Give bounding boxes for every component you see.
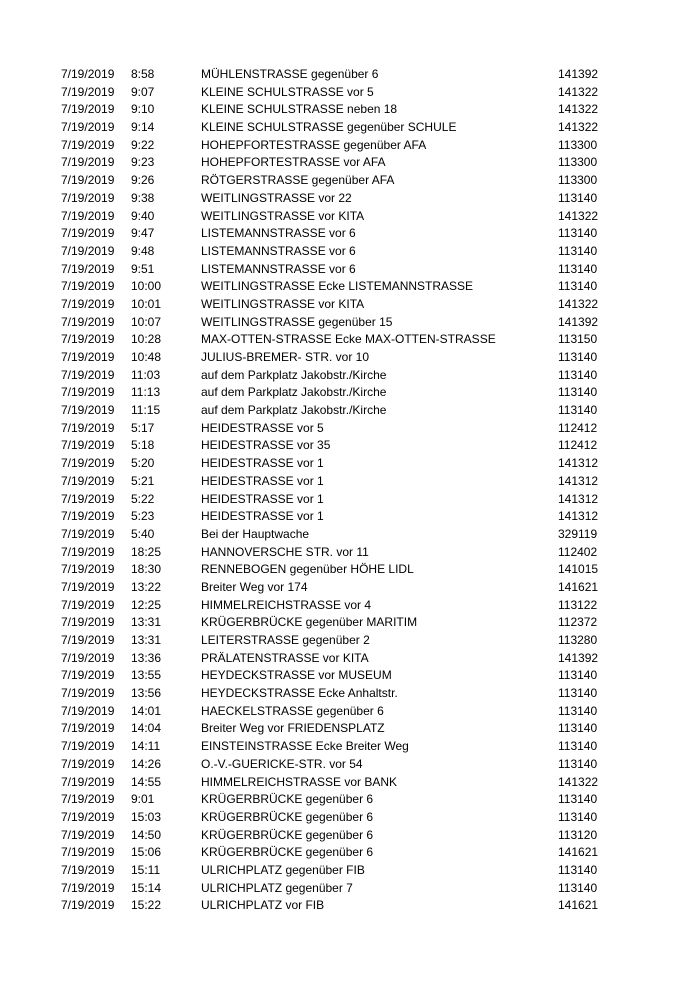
table-row	[0, 738, 700, 756]
code-cell: 113140	[558, 385, 598, 400]
table-row	[0, 349, 700, 367]
table-row	[0, 437, 700, 455]
code-cell: 113140	[558, 756, 598, 771]
table-row	[0, 897, 700, 915]
time-cell: 9:14	[131, 120, 155, 135]
location-cell: HEIDESTRASSE vor 1	[201, 473, 324, 488]
code-cell: 141322	[558, 102, 599, 117]
code-cell: 113140	[558, 350, 598, 364]
location-cell: HOHEPFORTESTRASSE vor AFA	[201, 155, 386, 170]
location-cell: auf dem Parkplatz Jakobstr./Kirche	[201, 385, 387, 400]
date-cell: 7/19/2019	[61, 120, 115, 135]
table-row	[0, 119, 700, 137]
time-cell: 9:23	[131, 155, 155, 170]
date-cell: 7/19/2019	[61, 880, 115, 895]
code-cell: 141015	[558, 562, 599, 577]
code-cell: 113280	[558, 633, 598, 647]
code-cell: 113140	[558, 261, 598, 276]
date-cell: 7/19/2019	[61, 526, 115, 541]
time-cell: 5:17	[131, 420, 155, 435]
table-row	[0, 473, 700, 491]
date-cell: 7/19/2019	[61, 403, 115, 418]
location-cell: RÖTGERSTRASSE gegenüber AFA	[201, 173, 395, 188]
location-cell: HEYDECKSTRASSE Ecke Anhaltstr.	[201, 686, 398, 701]
date-cell: 7/19/2019	[61, 367, 115, 382]
table-row	[0, 84, 700, 102]
date-cell: 7/19/2019	[61, 385, 115, 400]
date-cell: 7/19/2019	[61, 792, 115, 807]
location-cell: KLEINE SCHULSTRASSE neben 18	[201, 102, 398, 117]
code-cell: 113150	[558, 332, 598, 347]
location-cell: KRÜGERBRÜCKE gegenüber 6	[201, 809, 374, 824]
location-cell: KLEINE SCHULSTRASSE vor 5	[201, 84, 374, 99]
location-cell: auf dem Parkplatz Jakobstr./Kirche	[201, 403, 387, 418]
code-cell: 113140	[558, 279, 598, 294]
time-cell: 15:03	[131, 809, 162, 824]
table-row	[0, 544, 700, 562]
code-cell: 141312	[558, 473, 599, 488]
code-cell: 113140	[558, 367, 598, 382]
code-cell: 141312	[558, 491, 599, 506]
code-cell: 113140	[558, 721, 598, 736]
time-cell: 15:06	[131, 845, 162, 860]
location-cell: RENNEBOGEN gegenüber HÖHE LIDL	[201, 562, 414, 577]
code-cell: 113140	[558, 226, 598, 241]
date-cell: 7/19/2019	[61, 438, 115, 453]
table-row	[0, 101, 700, 119]
table-row	[0, 827, 700, 845]
time-cell: 14:11	[131, 739, 161, 754]
date-cell: 7/19/2019	[61, 173, 115, 188]
time-cell: 5:21	[131, 473, 155, 488]
location-cell: ULRICHPLATZ gegenüber FIB	[201, 862, 365, 877]
code-cell: 141322	[558, 296, 599, 311]
date-cell: 7/19/2019	[61, 686, 115, 701]
location-cell: PRÄLATENSTRASSE vor KITA	[201, 650, 369, 665]
table-row	[0, 455, 700, 473]
date-cell: 7/19/2019	[61, 279, 115, 294]
date-cell: 7/19/2019	[61, 562, 115, 577]
table-row	[0, 756, 700, 774]
time-cell: 9:40	[131, 208, 155, 223]
location-cell: LISTEMANNSTRASSE vor 6	[201, 226, 356, 241]
code-cell: 112412	[558, 438, 598, 453]
date-cell: 7/19/2019	[61, 721, 115, 736]
time-cell: 10:00	[131, 279, 162, 294]
table-row	[0, 420, 700, 438]
date-cell: 7/19/2019	[61, 456, 115, 471]
time-cell: 13:55	[131, 668, 162, 683]
code-cell: 113140	[558, 862, 598, 877]
code-cell: 113140	[558, 403, 598, 418]
time-cell: 14:04	[131, 721, 162, 736]
table-row	[0, 508, 700, 526]
time-cell: 14:26	[131, 756, 162, 771]
location-cell: LISTEMANNSTRASSE vor 6	[201, 243, 356, 258]
table-row	[0, 137, 700, 155]
date-cell: 7/19/2019	[61, 155, 115, 170]
location-cell: KRÜGERBRÜCKE gegenüber 6	[201, 792, 374, 807]
location-cell: KRÜGERBRÜCKE gegenüber MARITIM	[201, 615, 418, 630]
code-cell: 141322	[558, 208, 599, 223]
table-row	[0, 225, 700, 243]
table-row	[0, 491, 700, 509]
table-row	[0, 278, 700, 296]
table-row	[0, 880, 700, 898]
location-cell: MAX-OTTEN-STRASSE Ecke MAX-OTTEN-STRASSE	[201, 332, 496, 347]
time-cell: 9:22	[131, 137, 155, 152]
time-cell: 13:36	[131, 650, 162, 665]
date-cell: 7/19/2019	[61, 137, 115, 152]
code-cell: 113140	[558, 243, 598, 258]
table-row	[0, 791, 700, 809]
date-cell: 7/19/2019	[61, 243, 115, 258]
record-table	[0, 66, 700, 915]
time-cell: 14:55	[131, 774, 162, 789]
table-row	[0, 172, 700, 190]
table-row	[0, 703, 700, 721]
location-cell: HOHEPFORTESTRASSE gegenüber AFA	[201, 137, 427, 152]
time-cell: 9:47	[131, 226, 155, 241]
table-row	[0, 261, 700, 279]
location-cell: HEIDESTRASSE vor 1	[201, 491, 324, 506]
time-cell: 9:07	[131, 84, 155, 99]
table-row	[0, 526, 700, 544]
time-cell: 11:03	[131, 367, 161, 382]
location-cell: Bei der Hauptwache	[201, 526, 310, 541]
code-cell: 113300	[558, 173, 598, 188]
date-cell: 7/19/2019	[61, 296, 115, 311]
time-cell: 15:14	[131, 880, 162, 895]
location-cell: WEITLINGSTRASSE vor KITA	[201, 208, 365, 223]
location-cell: Breiter Weg vor FRIEDENSPLATZ	[201, 721, 385, 736]
time-cell: 13:22	[131, 579, 162, 594]
time-cell: 10:07	[131, 314, 162, 329]
time-cell: 9:48	[131, 243, 155, 258]
time-cell: 5:20	[131, 456, 155, 471]
location-cell: HANNOVERSCHE STR. vor 11	[201, 544, 369, 559]
date-cell: 7/19/2019	[61, 668, 115, 683]
table-row	[0, 720, 700, 738]
date-cell: 7/19/2019	[61, 491, 115, 506]
date-cell: 7/19/2019	[61, 650, 115, 665]
table-row	[0, 685, 700, 703]
date-cell: 7/19/2019	[61, 420, 115, 435]
date-cell: 7/19/2019	[61, 544, 115, 559]
table-row	[0, 296, 700, 314]
code-cell: 113140	[558, 809, 598, 824]
code-cell: 141322	[558, 774, 599, 789]
date-cell: 7/19/2019	[61, 862, 115, 877]
time-cell: 10:28	[131, 332, 162, 347]
code-cell: 113300	[558, 155, 598, 170]
location-cell: O.-V.-GUERICKE-STR. vor 54	[201, 756, 363, 771]
location-cell: KLEINE SCHULSTRASSE gegenüber SCHULE	[201, 120, 457, 135]
table-row	[0, 243, 700, 261]
time-cell: 18:30	[131, 562, 162, 577]
code-cell: 113300	[558, 137, 598, 152]
date-cell: 7/19/2019	[61, 579, 115, 594]
time-cell: 9:26	[131, 173, 155, 188]
date-cell: 7/19/2019	[61, 208, 115, 223]
code-cell: 141621	[558, 898, 599, 913]
time-cell: 18:25	[131, 544, 162, 559]
time-cell: 13:56	[131, 686, 162, 701]
table-row	[0, 614, 700, 632]
time-cell: 15:22	[131, 898, 162, 913]
location-cell: MÜHLENSTRASSE gegenüber 6	[201, 67, 379, 81]
date-cell: 7/19/2019	[61, 703, 115, 718]
code-cell: 113120	[558, 827, 598, 842]
code-cell: 113140	[558, 739, 598, 754]
table-row	[0, 809, 700, 827]
time-cell: 9:01	[131, 792, 155, 807]
code-cell: 113140	[558, 668, 598, 683]
location-cell: auf dem Parkplatz Jakobstr./Kirche	[201, 367, 387, 382]
time-cell: 9:10	[131, 102, 155, 117]
location-cell: HIMMELREICHSTRASSE vor 4	[201, 597, 372, 612]
code-cell: 141312	[558, 509, 599, 524]
date-cell: 7/19/2019	[61, 615, 115, 630]
date-cell: 7/19/2019	[61, 739, 115, 754]
time-cell: 10:01	[131, 296, 162, 311]
table-row	[0, 367, 700, 385]
code-cell: 141392	[558, 67, 599, 81]
code-cell: 141621	[558, 579, 599, 594]
table-row	[0, 579, 700, 597]
table-row	[0, 561, 700, 579]
location-cell: HEIDESTRASSE vor 35	[201, 438, 331, 453]
code-cell: 141322	[558, 84, 599, 99]
time-cell: 13:31	[131, 633, 162, 647]
time-cell: 11:13	[131, 385, 161, 400]
date-cell: 7/19/2019	[61, 473, 115, 488]
table-row	[0, 650, 700, 668]
time-cell: 5:23	[131, 509, 155, 524]
code-cell: 112412	[558, 420, 598, 435]
table-row	[0, 597, 700, 615]
time-cell: 5:18	[131, 438, 155, 453]
date-cell: 7/19/2019	[61, 350, 115, 364]
table-row	[0, 66, 700, 84]
date-cell: 7/19/2019	[61, 332, 115, 347]
time-cell: 10:48	[131, 350, 162, 364]
location-cell: KRÜGERBRÜCKE gegenüber 6	[201, 827, 374, 842]
date-cell: 7/19/2019	[61, 190, 115, 205]
table-row	[0, 190, 700, 208]
code-cell: 113140	[558, 190, 598, 205]
time-cell: 14:50	[131, 827, 162, 842]
location-cell: ULRICHPLATZ vor FIB	[201, 898, 325, 913]
date-cell: 7/19/2019	[61, 67, 115, 81]
code-cell: 329119	[558, 526, 598, 541]
date-cell: 7/19/2019	[61, 845, 115, 860]
table-row	[0, 402, 700, 420]
location-cell: WEITLINGSTRASSE Ecke LISTEMANNSTRASSE	[201, 279, 474, 294]
code-cell: 113140	[558, 703, 598, 718]
table-row	[0, 331, 700, 349]
time-cell: 9:38	[131, 190, 155, 205]
location-cell: LEITERSTRASSE gegenüber 2	[201, 633, 370, 647]
table-row	[0, 314, 700, 332]
date-cell: 7/19/2019	[61, 898, 115, 913]
time-cell: 14:01	[131, 703, 162, 718]
date-cell: 7/19/2019	[61, 774, 115, 789]
table-row	[0, 844, 700, 862]
code-cell: 113140	[558, 880, 598, 895]
location-cell: WEITLINGSTRASSE vor KITA	[201, 296, 365, 311]
table-row	[0, 384, 700, 402]
table-row	[0, 154, 700, 172]
time-cell: 15:11	[131, 862, 161, 877]
code-cell: 112402	[558, 544, 598, 559]
code-cell: 141312	[558, 456, 599, 471]
location-cell: JULIUS-BREMER- STR. vor 10	[201, 350, 370, 364]
time-cell: 5:22	[131, 491, 155, 506]
time-cell: 12:25	[131, 597, 162, 612]
code-cell: 113140	[558, 792, 598, 807]
time-cell: 5:40	[131, 526, 155, 541]
time-cell: 13:31	[131, 615, 162, 630]
location-cell: HEIDESTRASSE vor 1	[201, 509, 324, 524]
date-cell: 7/19/2019	[61, 509, 115, 524]
date-cell: 7/19/2019	[61, 261, 115, 276]
time-cell: 8:58	[131, 67, 155, 81]
location-cell: EINSTEINSTRASSE Ecke Breiter Weg	[201, 739, 409, 754]
date-cell: 7/19/2019	[61, 809, 115, 824]
date-cell: 7/19/2019	[61, 597, 115, 612]
code-cell: 141322	[558, 120, 599, 135]
code-cell: 141392	[558, 314, 599, 329]
time-cell: 11:15	[131, 403, 161, 418]
location-cell: HEIDESTRASSE vor 1	[201, 456, 324, 471]
code-cell: 141621	[558, 845, 599, 860]
table-row	[0, 862, 700, 880]
location-cell: HEYDECKSTRASSE vor MUSEUM	[201, 668, 392, 683]
code-cell: 113140	[558, 686, 598, 701]
code-cell: 113122	[558, 597, 598, 612]
code-cell: 141392	[558, 650, 599, 665]
date-cell: 7/19/2019	[61, 102, 115, 117]
table-row	[0, 774, 700, 792]
location-cell: KRÜGERBRÜCKE gegenüber 6	[201, 845, 374, 860]
table-row	[0, 208, 700, 226]
date-cell: 7/19/2019	[61, 84, 115, 99]
date-cell: 7/19/2019	[61, 314, 115, 329]
date-cell: 7/19/2019	[61, 756, 115, 771]
table-row	[0, 632, 700, 650]
location-cell: HIMMELREICHSTRASSE vor BANK	[201, 774, 398, 789]
date-cell: 7/19/2019	[61, 827, 115, 842]
location-cell: HAECKELSTRASSE gegenüber 6	[201, 703, 384, 718]
date-cell: 7/19/2019	[61, 226, 115, 241]
record-rows	[0, 66, 700, 915]
location-cell: WEITLINGSTRASSE gegenüber 15	[201, 314, 393, 329]
location-cell: LISTEMANNSTRASSE vor 6	[201, 261, 356, 276]
time-cell: 9:51	[131, 261, 155, 276]
code-cell: 112372	[558, 615, 598, 630]
location-cell: HEIDESTRASSE vor 5	[201, 420, 324, 435]
location-cell: Breiter Weg vor 174	[201, 579, 308, 594]
table-row	[0, 667, 700, 685]
location-cell: WEITLINGSTRASSE vor 22	[201, 190, 352, 205]
date-cell: 7/19/2019	[61, 633, 115, 647]
location-cell: ULRICHPLATZ gegenüber 7	[201, 880, 353, 895]
